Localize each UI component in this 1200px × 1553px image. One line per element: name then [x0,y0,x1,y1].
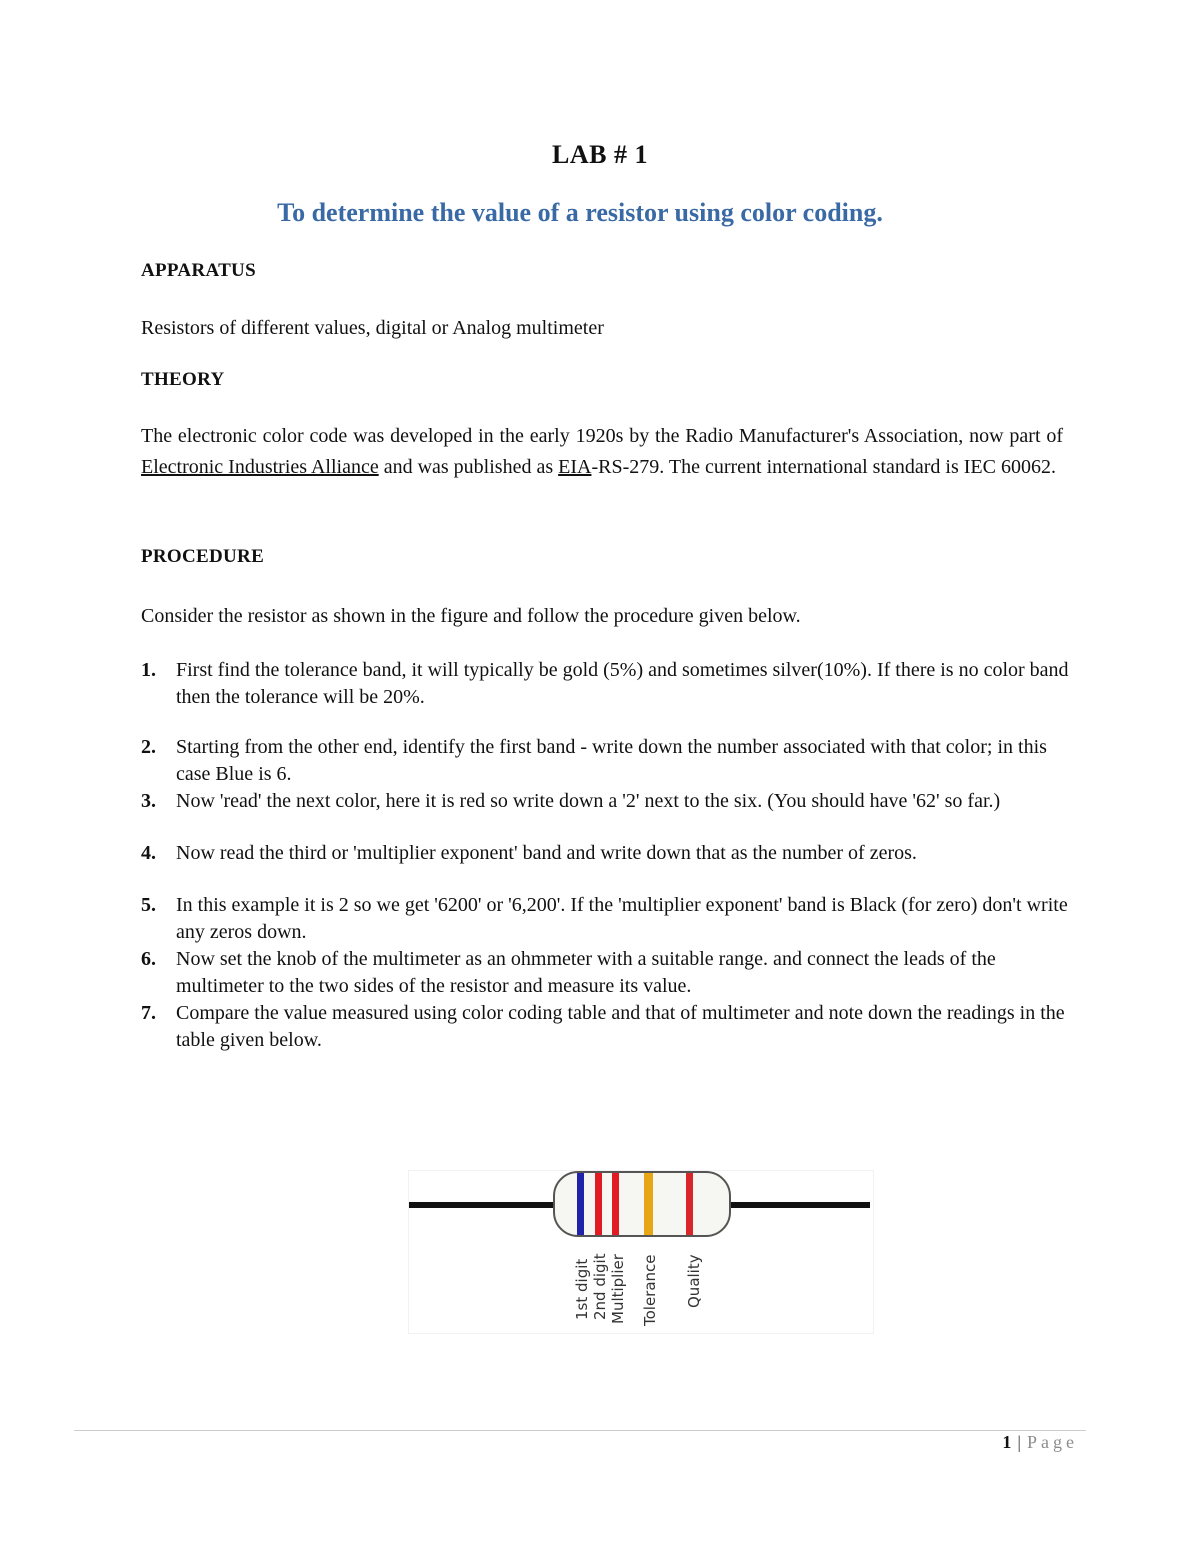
band-quality [686,1173,693,1235]
procedure-heading: PROCEDURE [141,546,265,567]
step-text: First find the tolerance band, it will typically be gold (5%) and sometimes silver(10%). If there is no color band then the tolerance will be 20%. [176,659,1069,708]
lab-title: LAB # 1 [552,140,648,169]
label-2nd-digit: 2nd digit [591,1253,609,1320]
step-number: 3. [141,790,156,812]
step-number: 5. [141,894,156,916]
band-tolerance [644,1173,653,1235]
theory-text: and was published as [378,456,559,478]
list-item [141,788,1086,815]
list-item [141,840,1086,867]
step-text: Now 'read' the next color, here it is red so write down a '2' next to the six. (You should have '62' so far.) [176,790,1001,812]
step-text: Now read the third or 'multiplier exponent' band and write down that as the number of zeros. [176,842,917,864]
step-number: 7. [141,1002,156,1024]
theory-heading: THEORY [141,369,225,390]
page-number: 1 [1002,1432,1012,1452]
list-item [141,734,1086,788]
label-1st-digit: 1st digit [573,1258,591,1320]
band-multiplier [612,1173,619,1235]
procedure-steps [141,657,1086,1054]
procedure-intro: Consider the resistor as shown in the figure and follow the procedure given below. [141,605,801,627]
apparatus-heading: APPARATUS [141,260,256,281]
link-electronic-industries-alliance[interactable]: Electronic Industries Alliance [141,456,379,478]
page-footer [0,1432,1078,1453]
band-first-digit [577,1173,584,1235]
list-item [141,892,1086,946]
label-quality: Quality [685,1254,703,1308]
step-text: Compare the value measured using color coding table and that of multimeter and note down the readings in the table given below. [176,1002,1065,1051]
list-item [141,1000,1086,1054]
label-multiplier: Multiplier [609,1254,627,1324]
list-item [141,946,1086,1000]
step-text: Starting from the other end, identify the first band - write down the number associated with that color; in this case Blue is 6. [176,736,1047,785]
link-eia[interactable]: EIA [558,456,592,478]
label-tolerance: Tolerance [641,1254,659,1326]
step-text: Now set the knob of the multimeter as an ohmmeter with a suitable range. and connect the leads of the multimeter to the two sides of the resistor and measure its value. [176,948,996,997]
step-number: 1. [141,659,156,681]
list-item [141,657,1086,711]
step-number: 2. [141,736,156,758]
theory-paragraph [141,421,1063,483]
apparatus-text: Resistors of different values, digital or Analog multimeter [141,317,604,339]
step-number: 6. [141,948,156,970]
page-label: Page [1027,1432,1078,1452]
footer-divider [74,1430,1086,1431]
footer-separator: | [1017,1432,1021,1452]
step-text: In this example it is 2 so we get '6200' or '6,200'. If the 'multiplier exponent' band is Black (for zero) don't write any zeros down. [176,894,1068,943]
resistor-color-code-figure [408,1170,874,1334]
lab-objective: To determine the value of a resistor using color coding. [277,198,883,227]
step-number: 4. [141,842,156,864]
theory-text: -RS-279. The current international standard is IEC 60062. [591,456,1056,478]
theory-text: The electronic color code was developed in the early 1920s by the Radio Manufacturer's Association, now part of [141,425,1063,447]
band-second-digit [595,1173,602,1235]
